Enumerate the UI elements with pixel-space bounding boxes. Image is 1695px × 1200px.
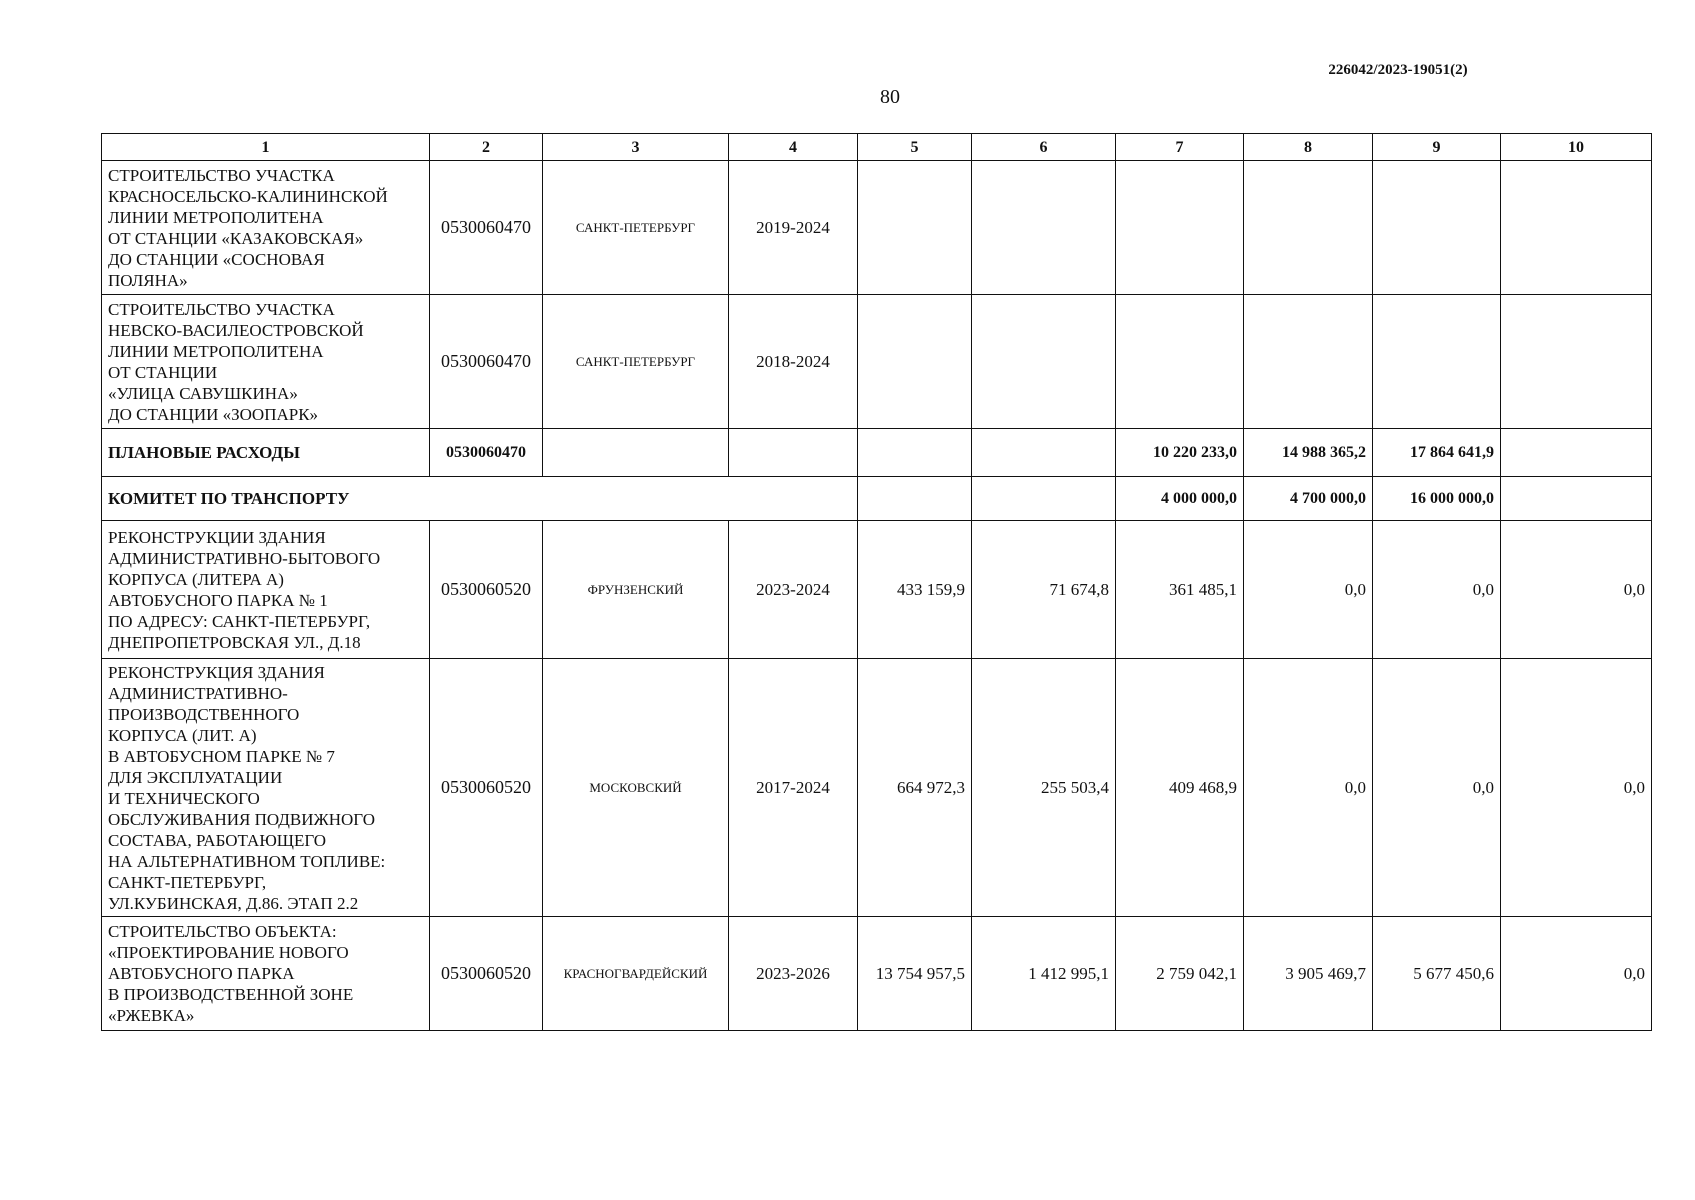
value-cell-9: 5 677 450,6 bbox=[1373, 917, 1501, 1031]
table-row bbox=[102, 295, 1652, 429]
budget-code-cell: 0530060470 bbox=[430, 161, 543, 295]
object-name-line: В ПРОИЗВОДСТВЕННОЙ ЗОНЕ bbox=[108, 985, 354, 1004]
table-row bbox=[102, 161, 1652, 295]
period-cell: 2019-2024 bbox=[729, 161, 858, 295]
object-name-line: НА АЛЬТЕРНАТИВНОМ ТОПЛИВЕ: bbox=[108, 851, 386, 871]
object-name-line: ДО СТАНЦИИ «ЗООПАРК» bbox=[108, 404, 319, 424]
value-cell-8: 14 988 365,2 bbox=[1244, 429, 1373, 477]
column-header: 5 bbox=[858, 134, 972, 161]
value-cell-8 bbox=[1244, 295, 1373, 429]
value-cell-6: 1 412 995,1 bbox=[972, 917, 1116, 1031]
value-cell-7: 2 759 042,1 bbox=[1116, 917, 1244, 1031]
object-name-line: ДО СТАНЦИИ «СОСНОВАЯ bbox=[108, 249, 325, 269]
budget-code-cell: 0530060520 bbox=[430, 521, 543, 659]
object-name-line: ПРОИЗВОДСТВЕННОГО bbox=[108, 704, 300, 724]
object-name-line: СОСТАВА, РАБОТАЮЩЕГО bbox=[108, 830, 327, 850]
table-row bbox=[102, 659, 1652, 917]
value-cell-10 bbox=[1501, 477, 1652, 521]
object-name-cell bbox=[102, 161, 430, 295]
object-name-line: КОРПУСА (ЛИТЕРА А) bbox=[108, 569, 284, 589]
object-name-line: ПО АДРЕСУ: САНКТ-ПЕТЕРБУРГ, bbox=[108, 611, 371, 631]
budget-table bbox=[101, 133, 1652, 1031]
value-cell-5: 664 972,3 bbox=[858, 659, 972, 917]
column-header: 7 bbox=[1116, 134, 1244, 161]
budget-code-cell: 0530060520 bbox=[430, 917, 543, 1031]
object-name-line: ОБСЛУЖИВАНИЯ ПОДВИЖНОГО bbox=[108, 809, 375, 829]
object-name-line: УЛ.КУБИНСКАЯ, Д.86. ЭТАП 2.2 bbox=[108, 893, 359, 913]
value-cell-7: 4 000 000,0 bbox=[1116, 477, 1244, 521]
period-cell: 2023-2024 bbox=[729, 521, 858, 659]
district-cell bbox=[543, 429, 729, 477]
value-cell-6 bbox=[972, 295, 1116, 429]
object-name-line: «УЛИЦА САВУШКИНА» bbox=[108, 383, 298, 403]
committee-name-cell: КОМИТЕТ ПО ТРАНСПОРТУ bbox=[102, 477, 858, 521]
budget-code-cell: 0530060470 bbox=[430, 295, 543, 429]
value-cell-5 bbox=[858, 295, 972, 429]
district-cell: МОСКОВСКИЙ bbox=[543, 659, 729, 917]
object-name-line: СТРОИТЕЛЬСТВО ОБЪЕКТА: bbox=[108, 922, 337, 941]
column-header: 6 bbox=[972, 134, 1116, 161]
value-cell-9: 16 000 000,0 bbox=[1373, 477, 1501, 521]
district-cell: САНКТ-ПЕТЕРБУРГ bbox=[543, 295, 729, 429]
object-name-line: КОРПУСА (ЛИТ. А) bbox=[108, 725, 257, 745]
value-cell-10: 0,0 bbox=[1501, 659, 1652, 917]
value-cell-8: 0,0 bbox=[1244, 659, 1373, 917]
object-name-line: АВТОБУСНОГО ПАРКА № 1 bbox=[108, 590, 328, 610]
object-name-line: РЕКОНСТРУКЦИЯ ЗДАНИЯ bbox=[108, 662, 325, 682]
object-name-line: ЛИНИИ МЕТРОПОЛИТЕНА bbox=[108, 341, 324, 361]
value-cell-9: 17 864 641,9 bbox=[1373, 429, 1501, 477]
object-name-line: САНКТ-ПЕТЕРБУРГ, bbox=[108, 872, 267, 892]
table-row bbox=[102, 917, 1652, 1031]
value-cell-10 bbox=[1501, 295, 1652, 429]
document-code: 226042/2023-19051(2) bbox=[1328, 62, 1468, 78]
value-cell-8: 3 905 469,7 bbox=[1244, 917, 1373, 1031]
object-name-cell bbox=[102, 295, 430, 429]
period-cell: 2017-2024 bbox=[729, 659, 858, 917]
value-cell-10 bbox=[1501, 161, 1652, 295]
column-header: 10 bbox=[1501, 134, 1652, 161]
table-header-row bbox=[102, 134, 1652, 161]
object-name-line: ДНЕПРОПЕТРОВСКАЯ УЛ., Д.18 bbox=[108, 632, 361, 652]
object-name-line: АДМИНИСТРАТИВНО- bbox=[108, 683, 288, 703]
value-cell-9 bbox=[1373, 295, 1501, 429]
column-header: 2 bbox=[430, 134, 543, 161]
committee-row bbox=[102, 477, 1652, 521]
value-cell-10 bbox=[1501, 429, 1652, 477]
planned-expenses-row bbox=[102, 429, 1652, 477]
column-header: 9 bbox=[1373, 134, 1501, 161]
object-name-cell bbox=[102, 521, 430, 659]
value-cell-9 bbox=[1373, 161, 1501, 295]
object-name-line: АВТОБУСНОГО ПАРКА bbox=[108, 964, 295, 983]
object-name-line: СТРОИТЕЛЬСТВО УЧАСТКА bbox=[108, 299, 335, 319]
period-cell bbox=[729, 429, 858, 477]
object-name-line: ЛИНИИ МЕТРОПОЛИТЕНА bbox=[108, 207, 324, 227]
value-cell-7 bbox=[1116, 161, 1244, 295]
object-name-line: ОТ СТАНЦИИ bbox=[108, 362, 218, 382]
object-name-cell bbox=[102, 917, 430, 1031]
district-cell: САНКТ-ПЕТЕРБУРГ bbox=[543, 161, 729, 295]
budget-code-cell: 0530060520 bbox=[430, 659, 543, 917]
column-header: 8 bbox=[1244, 134, 1373, 161]
value-cell-6: 255 503,4 bbox=[972, 659, 1116, 917]
value-cell-5 bbox=[858, 477, 972, 521]
object-name-line: РЕКОНСТРУКЦИИ ЗДАНИЯ bbox=[108, 527, 326, 547]
column-header: 1 bbox=[102, 134, 430, 161]
object-name-line: «РЖЕВКА» bbox=[108, 1006, 195, 1025]
object-name-line: И ТЕХНИЧЕСКОГО bbox=[108, 788, 260, 808]
value-cell-5 bbox=[858, 429, 972, 477]
period-cell: 2018-2024 bbox=[729, 295, 858, 429]
object-name-cell bbox=[102, 659, 430, 917]
object-name-line: ДЛЯ ЭКСПЛУАТАЦИИ bbox=[108, 767, 283, 787]
column-header: 3 bbox=[543, 134, 729, 161]
column-header: 4 bbox=[729, 134, 858, 161]
value-cell-6: 71 674,8 bbox=[972, 521, 1116, 659]
object-name-line: ПОЛЯНА» bbox=[108, 270, 188, 290]
budget-code-cell: 0530060470 bbox=[430, 429, 543, 477]
value-cell-10: 0,0 bbox=[1501, 917, 1652, 1031]
table-row bbox=[102, 521, 1652, 659]
value-cell-7: 10 220 233,0 bbox=[1116, 429, 1244, 477]
object-name-line: «ПРОЕКТИРОВАНИЕ НОВОГО bbox=[108, 943, 349, 962]
object-name-line: НЕВСКО-ВАСИЛЕОСТРОВСКОЙ bbox=[108, 320, 364, 340]
district-cell: ФРУНЗЕНСКИЙ bbox=[543, 521, 729, 659]
district-cell: КРАСНОГВАРДЕЙСКИЙ bbox=[543, 917, 729, 1031]
value-cell-5: 433 159,9 bbox=[858, 521, 972, 659]
value-cell-9: 0,0 bbox=[1373, 659, 1501, 917]
value-cell-5: 13 754 957,5 bbox=[858, 917, 972, 1031]
object-name-line: АДМИНИСТРАТИВНО-БЫТОВОГО bbox=[108, 548, 381, 568]
object-name-line: СТРОИТЕЛЬСТВО УЧАСТКА bbox=[108, 165, 335, 185]
value-cell-8: 4 700 000,0 bbox=[1244, 477, 1373, 521]
value-cell-7 bbox=[1116, 295, 1244, 429]
page-number: 80 bbox=[880, 86, 900, 108]
value-cell-8: 0,0 bbox=[1244, 521, 1373, 659]
object-name-line: ОТ СТАНЦИИ «КАЗАКОВСКАЯ» bbox=[108, 228, 364, 248]
value-cell-7: 361 485,1 bbox=[1116, 521, 1244, 659]
value-cell-10: 0,0 bbox=[1501, 521, 1652, 659]
object-name-line: КРАСНОСЕЛЬСКО-КАЛИНИНСКОЙ bbox=[108, 186, 388, 206]
value-cell-5 bbox=[858, 161, 972, 295]
object-name-line: В АВТОБУСНОМ ПАРКЕ № 7 bbox=[108, 746, 335, 766]
value-cell-6 bbox=[972, 429, 1116, 477]
period-cell: 2023-2026 bbox=[729, 917, 858, 1031]
value-cell-8 bbox=[1244, 161, 1373, 295]
value-cell-9: 0,0 bbox=[1373, 521, 1501, 659]
value-cell-6 bbox=[972, 161, 1116, 295]
object-name-cell: ПЛАНОВЫЕ РАСХОДЫ bbox=[102, 429, 430, 477]
value-cell-6 bbox=[972, 477, 1116, 521]
value-cell-7: 409 468,9 bbox=[1116, 659, 1244, 917]
